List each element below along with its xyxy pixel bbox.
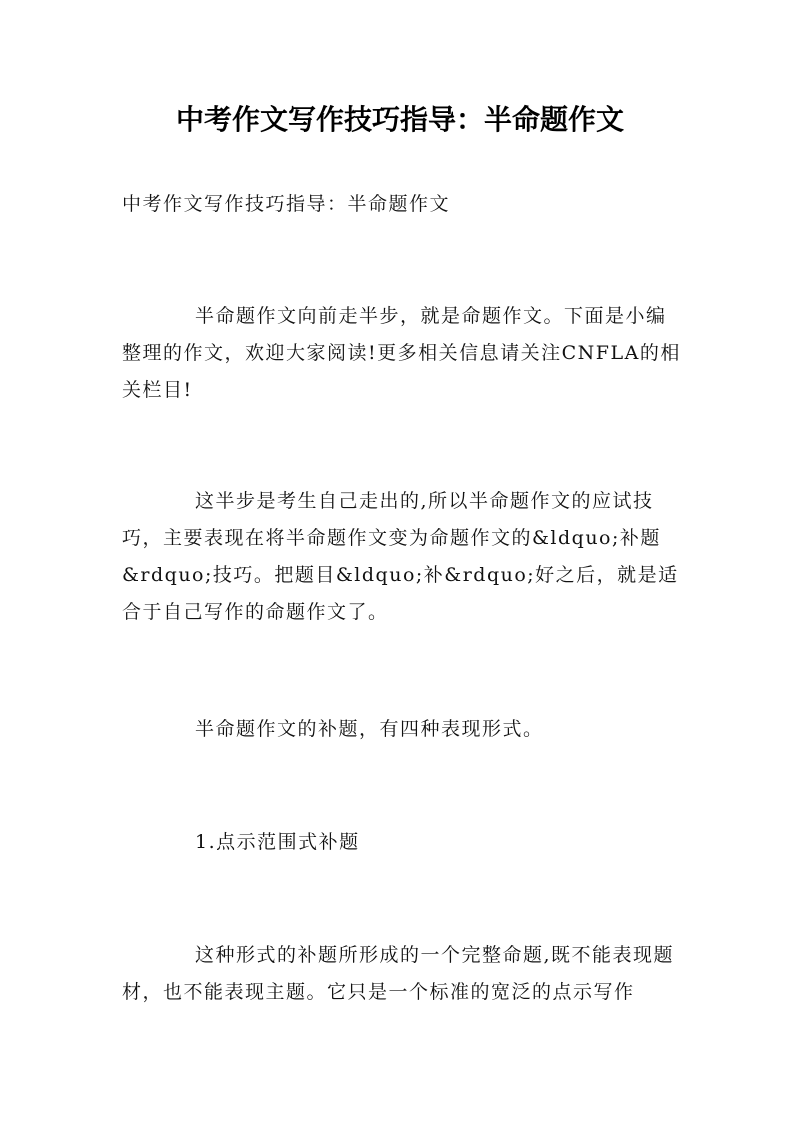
forms-paragraph: 半命题作文的补题，有四种表现形式。: [195, 718, 544, 740]
document-title: 中考作文写作技巧指导：半命题作文: [175, 103, 624, 136]
section-1-paragraph: 这种形式的补题所形成的一个完整命题,既不能表现题材，也不能表现主题。它只是一个标准的宽泛的点示写作: [122, 944, 675, 1003]
technique-paragraph: 这半步是考生自己走出的,所以半命题作文的应试技巧，主要表现在将半命题作文变为命题作文的&ldquo;补题&rdquo;技巧。把题目&ldquo;补&rdquo;好之后，就是适合于自己写作的命题作文了。: [122, 490, 679, 623]
intro-paragraph: 半命题作文向前走半步，就是命题作文。下面是小编整理的作文，欢迎大家阅读!更多相关信息请关注CNFLA的相关栏目!: [122, 305, 681, 401]
section-heading-1: 1.点示范围式补题: [195, 831, 360, 853]
subtitle-paragraph: 中考作文写作技巧指导：半命题作文: [122, 193, 451, 215]
